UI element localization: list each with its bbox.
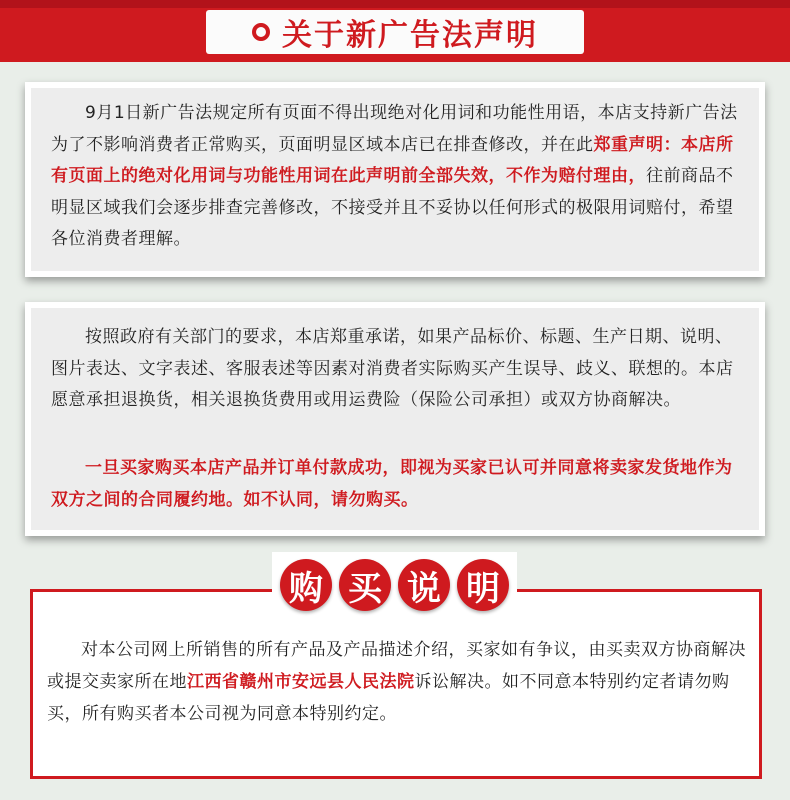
commitment-highlight: 一旦买家购买本店产品并订单付款成功，即视为买家已认可并同意将卖家发货地作为双方之间的合同履约地。如不认同，请勿购买。: [51, 458, 733, 510]
notice-title-char: 明: [457, 559, 509, 611]
notice-paragraph: [47, 634, 747, 730]
notice-title-char: 买: [339, 559, 391, 611]
statement-card: [25, 82, 765, 277]
statement-outro: 往前商品不明显区域我们会逐步排查完善修改，不接受并且不妥协以任何形式的极限用词赔付，希望各位消费者理解。: [51, 166, 734, 249]
page-title: 关于新广告法声明: [282, 18, 538, 53]
notice-title-char: 说: [398, 559, 450, 611]
statement-paragraph: [51, 98, 743, 256]
circle-icon: [252, 23, 270, 41]
notice-title: [272, 552, 517, 618]
notice-before: 对本公司网上所销售的所有产品及产品描述介绍，买家如有争议，由买卖双方协商解决或提交卖家所在地: [47, 640, 746, 692]
statement-intro: 9月1日新广告法规定所有页面不得出现绝对化用词和功能性用语，本店支持新广告法为了不影响消费者正常购买，页面明显区域本店已在排查修改，并在此: [51, 103, 738, 155]
banner-title-box: [206, 10, 584, 54]
header-banner: [0, 0, 790, 62]
notice-location: 江西省赣州市安远县人民法院: [187, 672, 415, 692]
notice-title-char: 购: [280, 559, 332, 611]
statement-highlight: 郑重声明：本店所有页面上的绝对化用词与功能性用词在此声明前全部失效，不作为赔付理由，: [51, 134, 734, 186]
banner-top-band: [0, 0, 790, 8]
notice-after: 诉讼解决。如不同意本特别约定者请勿购买，所有购买者本公司视为同意本特别约定。: [47, 672, 730, 724]
commitment-card: [25, 302, 765, 536]
commitment-paragraph: 按照政府有关部门的要求，本店郑重承诺，如果产品标价、标题、生产日期、说明、图片表达、文字表述、客服表述等因素对消费者实际购买产生误导、歧义、联想的。本店愿意承担退换货，相关退换货费用或用运费险（保险公司承担）或双方协商解决。: [51, 327, 734, 410]
